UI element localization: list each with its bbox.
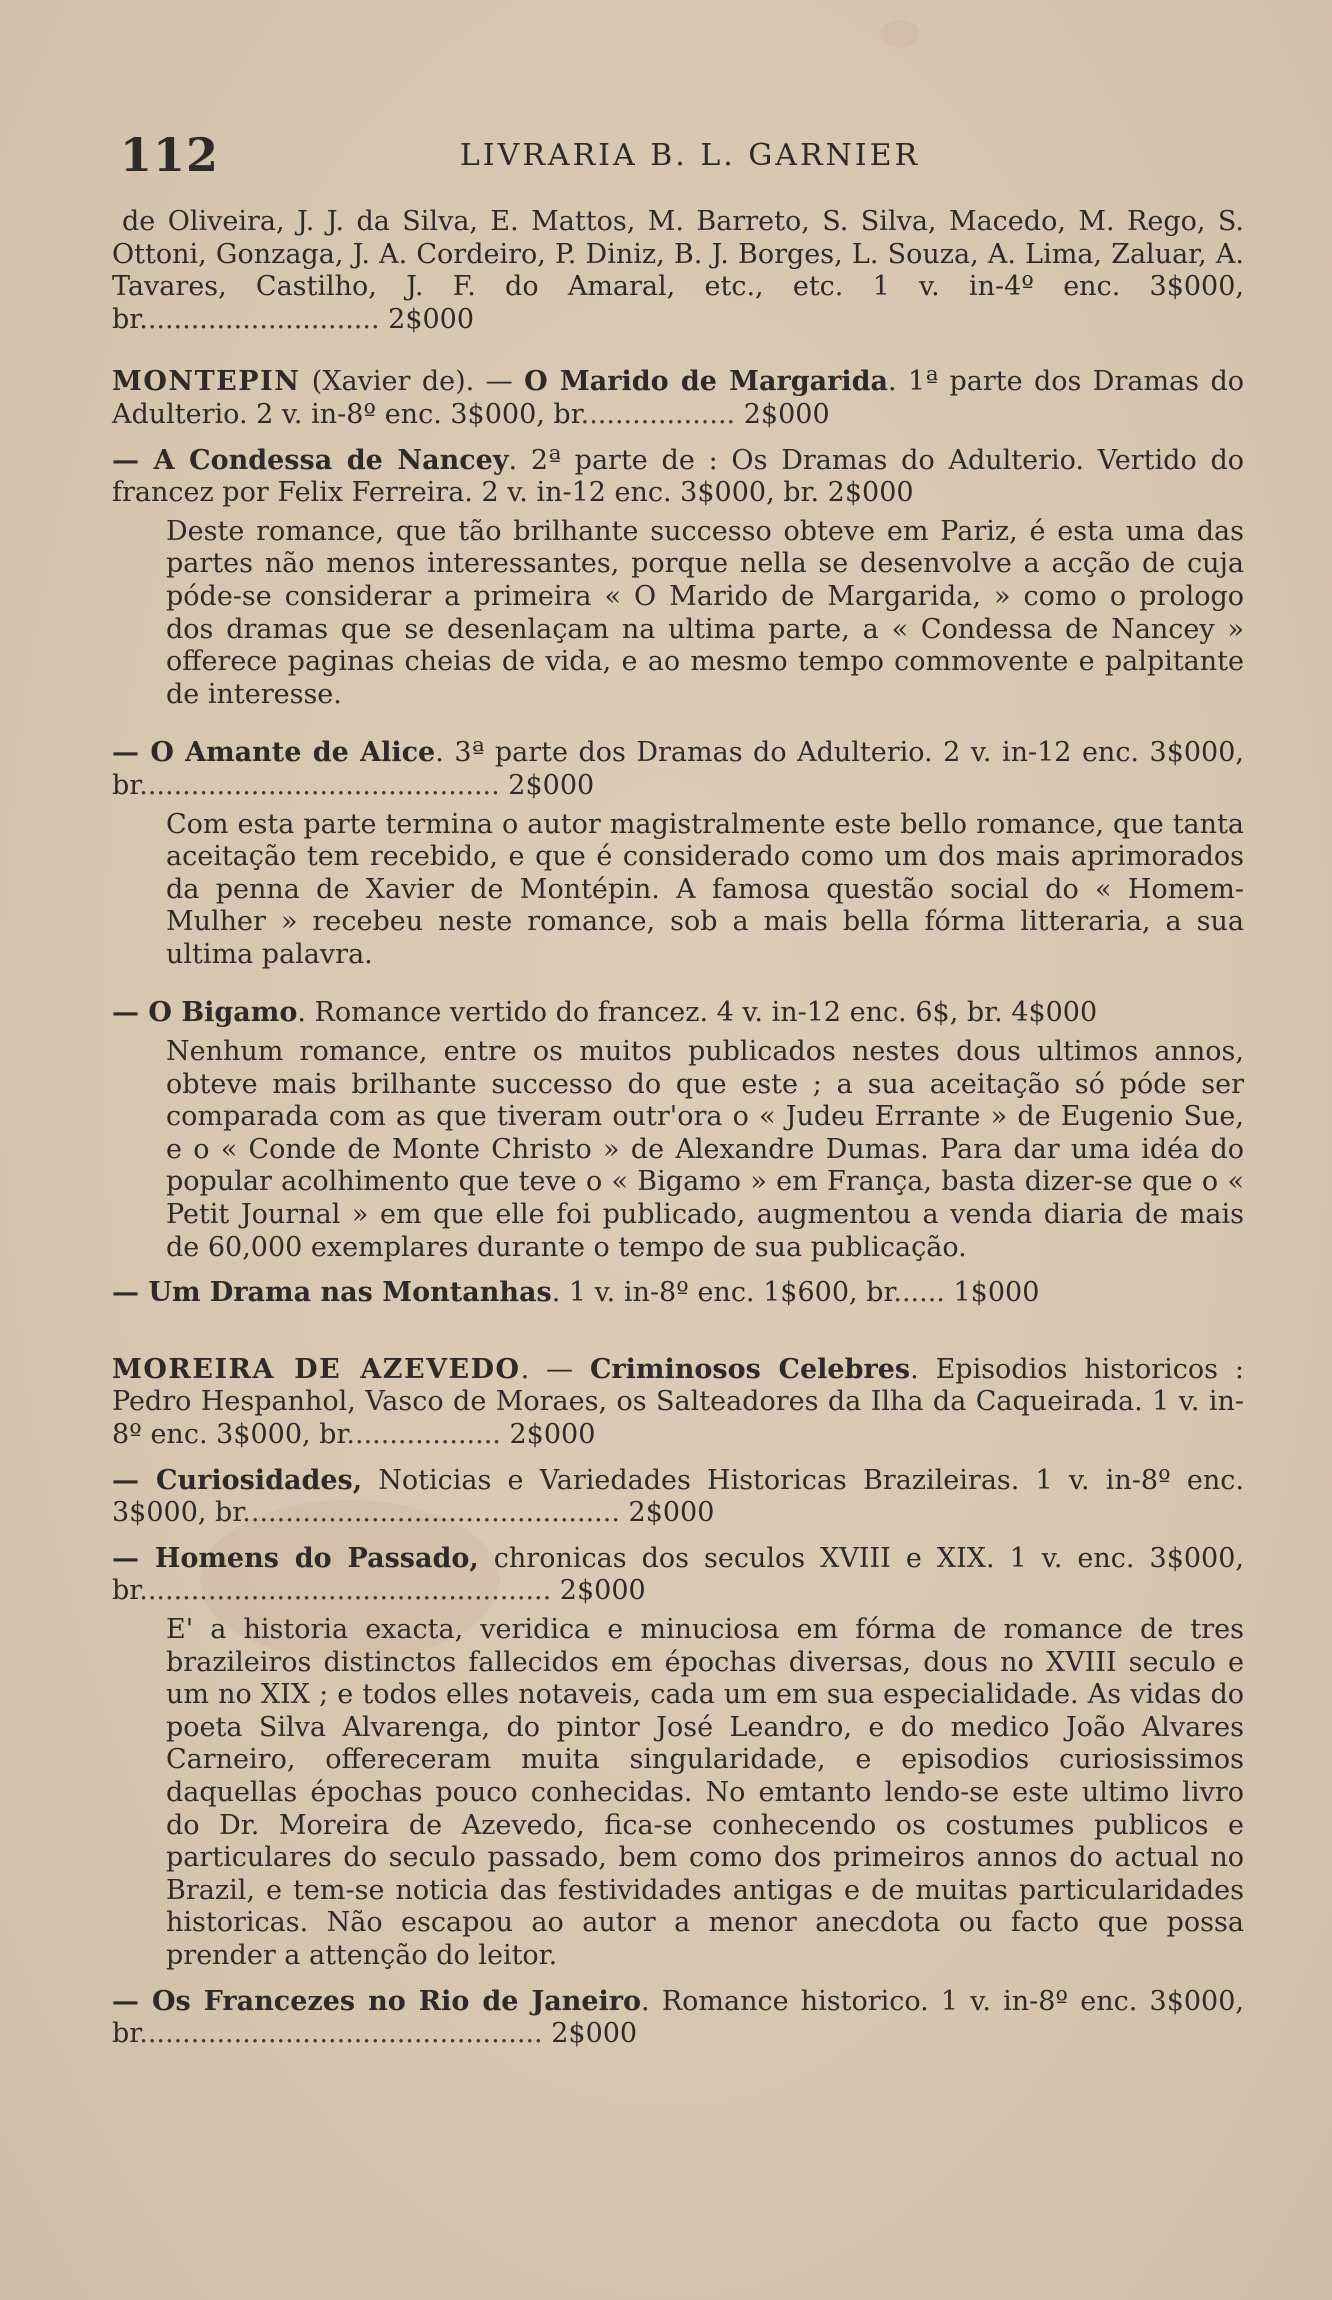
- entry-price: 2$000: [827, 477, 914, 509]
- entry-price: 2$000: [388, 303, 475, 335]
- entry-price: 2$000: [509, 1419, 596, 1450]
- catalog-entry-condessa: [112, 445, 1244, 510]
- entry-price: 4$000: [1011, 997, 1098, 1029]
- catalog-entry-alice: [112, 737, 1244, 802]
- entry-text: . 3ª parte dos Dramas do Adulterio. 2 v. in-12 enc. 3$000, br: [112, 737, 1244, 801]
- entry-price: 1$000: [953, 1277, 1040, 1309]
- catalog-entry-criminosos: [112, 1354, 1244, 1452]
- catalog-entry-bigamo: [112, 997, 1244, 1030]
- work-title: A Condessa de Nancey: [153, 444, 509, 476]
- entry-dash: —: [112, 997, 149, 1029]
- entry-text: . Episodios historicos : Pedro Hespanhol, Vasco de Moraes, os Salteadores da Ilha da Caqueirada. 1 v. in-8º enc. 3$000, br: [112, 1353, 1244, 1450]
- catalog-entry-francezes: [112, 1986, 1244, 2051]
- entry-dash: —: [112, 1542, 155, 1574]
- work-title: O Bigamo: [148, 997, 298, 1029]
- catalog-entry-homens: [112, 1543, 1244, 1608]
- work-title: Criminosos Celebres: [589, 1353, 911, 1385]
- work-title: O Amante de Alice: [150, 737, 436, 769]
- entry-price: 2$000: [508, 769, 595, 801]
- entry-dash: —: [112, 737, 151, 769]
- entry-dash: —: [112, 1985, 152, 2017]
- entry-text: . 1 v. in-8º enc. 1$600, br: [551, 1277, 894, 1309]
- work-title: O Marido de Margarida: [524, 366, 888, 398]
- entry-text: . 1ª parte dos Dramas do Adulterio. 2 v. in-8º enc. 3$000, br: [112, 366, 1244, 430]
- work-title: Curiosidades,: [156, 1464, 363, 1496]
- dot-leader: ..................: [346, 1419, 501, 1450]
- page-header: [120, 128, 1260, 180]
- author-detail: . —: [520, 1353, 590, 1385]
- dot-leader: ..........................................: [139, 769, 500, 801]
- entry-description: E' a historia exacta, veridica e minuciosa em fórma de romance de tres brazileiros distinctos fallecidos em épochas diversas, dous no XVIII seculo e um no XIX ; e todos elles notaveis, cada um em sua especialidade. As vidas do poeta Silva Alvarenga, do pintor José Leandro, e do medico João Alvares Carneiro, offereceram muita singularidade, e episodios curiosissimos daquellas épochas pouco conhecidas. No emtanto lendo-se este ultimo livro do Dr. Moreira de Azevedo, fica-se conhecendo os costumes publicos e particulares do seculo passado, bem como dos primeiros annos do actual no Brazil, e tem-se noticia das festividades antigas e de muitas particularidades historicas. Não escapou ao autor a menor anecdota ou facto que possa prender a attenção do leitor.: [166, 1613, 1244, 1971]
- author-name: MOREIRA DE AZEVEDO: [112, 1353, 521, 1385]
- author-detail: (Xavier de). —: [300, 366, 525, 398]
- catalog-entry-curiosidades: [112, 1465, 1244, 1530]
- catalog-entry-drama: [112, 1277, 1244, 1310]
- work-title: Homens do Passado,: [154, 1542, 479, 1574]
- dot-leader: ............................................: [242, 1497, 620, 1529]
- entry-description: Nenhum romance, entre os muitos publicados nestes dous ultimos annos, obteve mais brilhante successo do que este ; a sua aceitação só póde ser comparada com as que tiveram outr'ora o « Judeu Errante » de Eugenio Sue, e o « Conde de Monte Christo » de Alexandre Dumas. Para dar uma idéa do popular acolhimento que teve o « Bigamo » em França, basta dizer-se que o « Petit Journal » em que elle foi publicado, augmentou a venda diaria de mais de 60,000 exemplares durante o tempo de sua publicação.: [166, 1036, 1244, 1263]
- running-head: LIVRARIA B. L. GARNIER: [459, 138, 921, 173]
- dot-leader: ...........................: [147, 303, 380, 335]
- entry-dash: —: [112, 444, 154, 476]
- catalog-entry-marido: [112, 366, 1244, 431]
- entry-dash: —: [112, 1277, 149, 1309]
- entry-price: 2$000: [628, 1497, 715, 1529]
- dot-leader: ...............................................: [139, 2018, 543, 2050]
- entry-description: Deste romance, que tão brilhante successo obteve em Pariz, é esta uma das partes não menos interessantes, porque nella se desenvolve a acção de cuja póde-se considerar a primeira « O Marido de Margarida, » como o prologo dos dramas que se desenlaçam na ultima parte, a « Condessa de Nancey » offerece paginas cheias de vida, e ao mesmo tempo commovente e palpitante de interesse.: [166, 515, 1244, 710]
- entry-text: de Oliveira, J. J. da Silva, E. Mattos, M. Barreto, S. Silva, Macedo, M. Rego, S. Ottoni, Gonzaga, J. A. Cordeiro, P. Diniz, B. J. Borges, L. Souza, A. Lima, Zaluar, A. Tavares, Castilho, J. F. do Amaral, etc., etc. 1 v. in-4º enc. 3$000, br.: [112, 206, 1244, 335]
- author-name: MONTEPIN: [112, 366, 301, 398]
- dot-leader: ......: [893, 1277, 945, 1309]
- entry-description: Com esta parte termina o autor magistralmente este bello romance, que tanta aceitação tem recebido, e que é considerado como um dos mais aprimorados da penna de Xavier de Montépin. A famosa questão social do « Homem-Mulher » recebeu neste romance, sob a mais bella fórma litteraria, a sua ultima palavra.: [166, 808, 1244, 970]
- dot-leader: ................................................: [139, 1575, 552, 1607]
- dot-leader: ..................: [580, 398, 736, 430]
- entry-text: . 2ª parte de : Os Dramas do Adulterio. Vertido do francez por Felix Ferreira. 2 v. in-12 enc. 3$000, br.: [112, 444, 1245, 509]
- catalog-content: [112, 206, 1244, 2051]
- entry-text: chronicas dos seculos XVIII e XIX. 1 v. enc. 3$000, br: [112, 1542, 1244, 1607]
- entry-text: . Romance vertido do francez. 4 v. in-12 enc. 6$, br.: [297, 997, 1003, 1029]
- entry-price: 2$000: [743, 398, 830, 430]
- work-title: Os Francezes no Rio de Janeiro: [152, 1985, 642, 2017]
- entry-dash: —: [112, 1464, 156, 1496]
- entry-text: Noticias e Variedades Historicas Brazileiras. 1 v. in-8º enc. 3$000, br: [112, 1464, 1244, 1529]
- entry-price: 2$000: [551, 2018, 638, 2050]
- page-number: 112: [120, 128, 220, 182]
- entry-text: . Romance historico. 1 v. in-8º enc. 3$000, br: [112, 1985, 1244, 2050]
- catalog-entry-intro: [112, 206, 1244, 336]
- entry-price: 2$000: [559, 1575, 646, 1607]
- work-title: Um Drama nas Montanhas: [148, 1277, 552, 1309]
